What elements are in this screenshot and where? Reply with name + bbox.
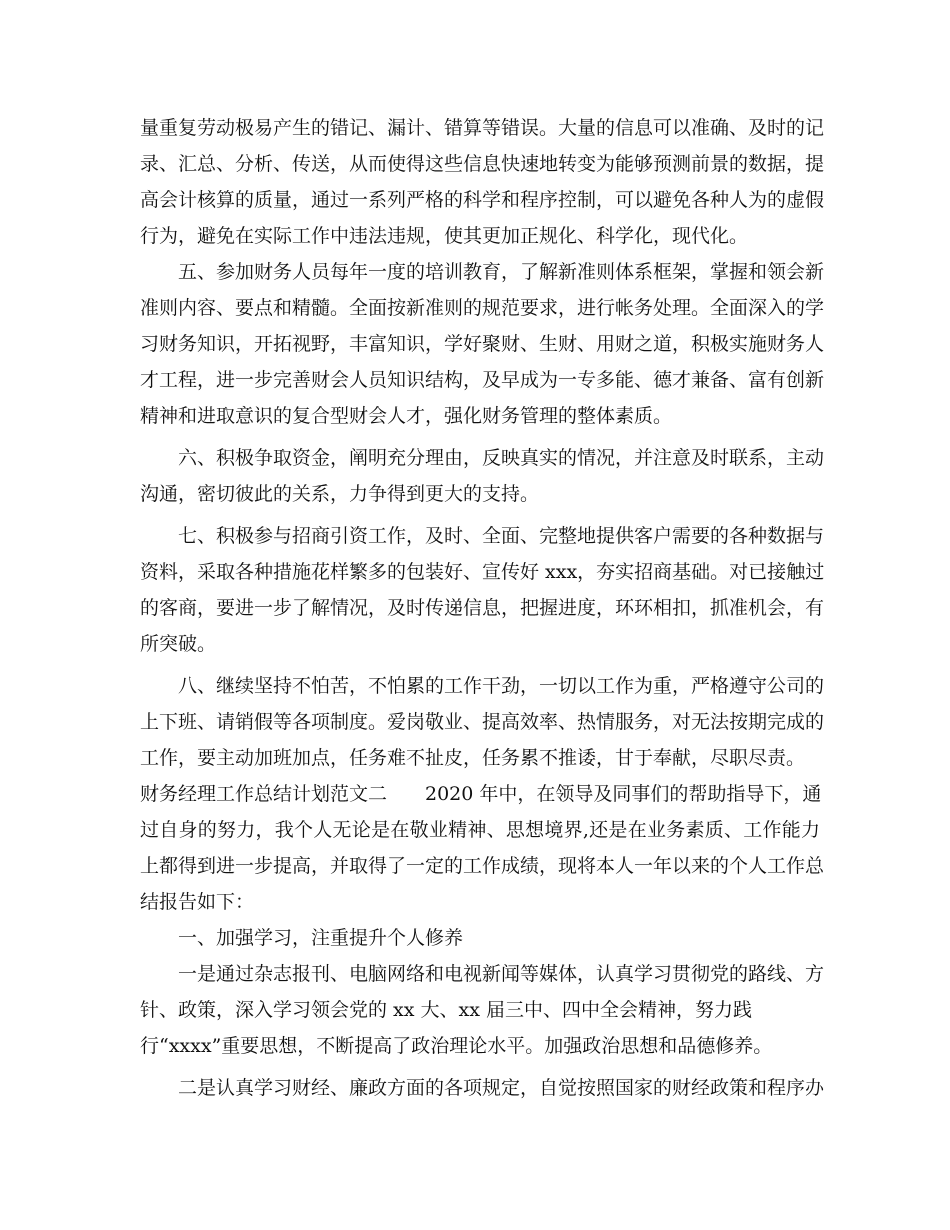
text-line: 资料，采取各种措施花样繁多的包装好、宣传好 xxx，夯实招商基础。对已接触过 bbox=[140, 561, 825, 583]
text-line: 过自身的努力，我个人无论是在敬业精神、思想境界,还是在业务素质、工作能力 bbox=[140, 819, 820, 841]
text-line: 沟通，密切彼此的关系，力争得到更大的支持。 bbox=[140, 483, 540, 505]
text-line: 高会计核算的质量，通过一系列严格的科学和程序控制，可以避免各种人为的虚假 bbox=[140, 189, 825, 211]
paragraph-study-first-line: 一是通过杂志报刊、电脑网络和电视新闻等媒体，认真学习贯彻党的路线、方 bbox=[178, 963, 825, 985]
text-line: 所突破。 bbox=[140, 633, 217, 655]
text-line: 精神和进取意识的复合型财会人才，强化财务管理的整体素质。 bbox=[140, 405, 673, 427]
section-two-heading-line: 财务经理工作总结计划范文二 2020 年中，在领导及同事们的帮助指导下，通 bbox=[140, 783, 822, 805]
text-line: 习财务知识，开拓视野，丰富知识，学好聚财、生财、用财之道，积极实施财务人 bbox=[140, 333, 825, 355]
paragraph-six-first-line: 六、积极争取资金，阐明充分理由，反映真实的情况，并注意及时联系，主动 bbox=[178, 447, 825, 469]
text-line: 行“xxxx”重要思想，不断提高了政治理论水平。加强政治思想和品德修养。 bbox=[140, 1035, 773, 1057]
text-line: 上下班、请销假等各项制度。爱岗敬业、提高效率、热情服务，对无法按期完成的 bbox=[140, 711, 825, 733]
subheading-one: 一、加强学习，注重提升个人修养 bbox=[178, 927, 464, 949]
text-line: 量重复劳动极易产生的错记、漏计、错算等错误。大量的信息可以准确、及时的记 bbox=[140, 117, 825, 139]
paragraph-eight-first-line: 八、继续坚持不怕苦，不怕累的工作干劲，一切以工作为重，严格遵守公司的 bbox=[178, 675, 825, 697]
text-line: 录、汇总、分析、传送，从而使得这些信息快速地转变为能够预测前景的数据，提 bbox=[140, 153, 825, 175]
text-line: 行为，避免在实际工作中违法违规，使其更加正规化、科学化，现代化。 bbox=[140, 225, 749, 247]
paragraph-seven-first-line: 七、积极参与招商引资工作，及时、全面、完整地提供客户需要的各种数据与 bbox=[178, 525, 825, 547]
paragraph-finance-first-line: 二是认真学习财经、廉政方面的各项规定，自觉按照国家的财经政策和程序办 bbox=[178, 1077, 825, 1099]
text-line: 准则内容、要点和精髓。全面按新准则的规范要求，进行帐务处理。全面深入的学 bbox=[140, 297, 825, 319]
paragraph-five-first-line: 五、参加财务人员每年一度的培训教育，了解新准则体系框架，掌握和领会新 bbox=[178, 261, 825, 283]
text-line: 针、政策，深入学习领会党的 xx 大、xx 届三中、四中全会精神，努力践 bbox=[140, 999, 752, 1021]
text-line: 的客商，要进一步了解情况，及时传递信息，把握进度，环环相扣，抓准机会，有 bbox=[140, 597, 825, 619]
text-line: 工作，要主动加班加点，任务难不扯皮，任务累不推诿，甘于奉献，尽职尽责。 bbox=[140, 747, 806, 769]
text-line: 结报告如下： bbox=[140, 891, 255, 913]
text-line: 才工程，进一步完善财会人员知识结构，及早成为一专多能、德才兼备、富有创新 bbox=[140, 369, 825, 391]
text-line: 上都得到进一步提高，并取得了一定的工作成绩，现将本人一年以来的个人工作总 bbox=[140, 855, 825, 877]
